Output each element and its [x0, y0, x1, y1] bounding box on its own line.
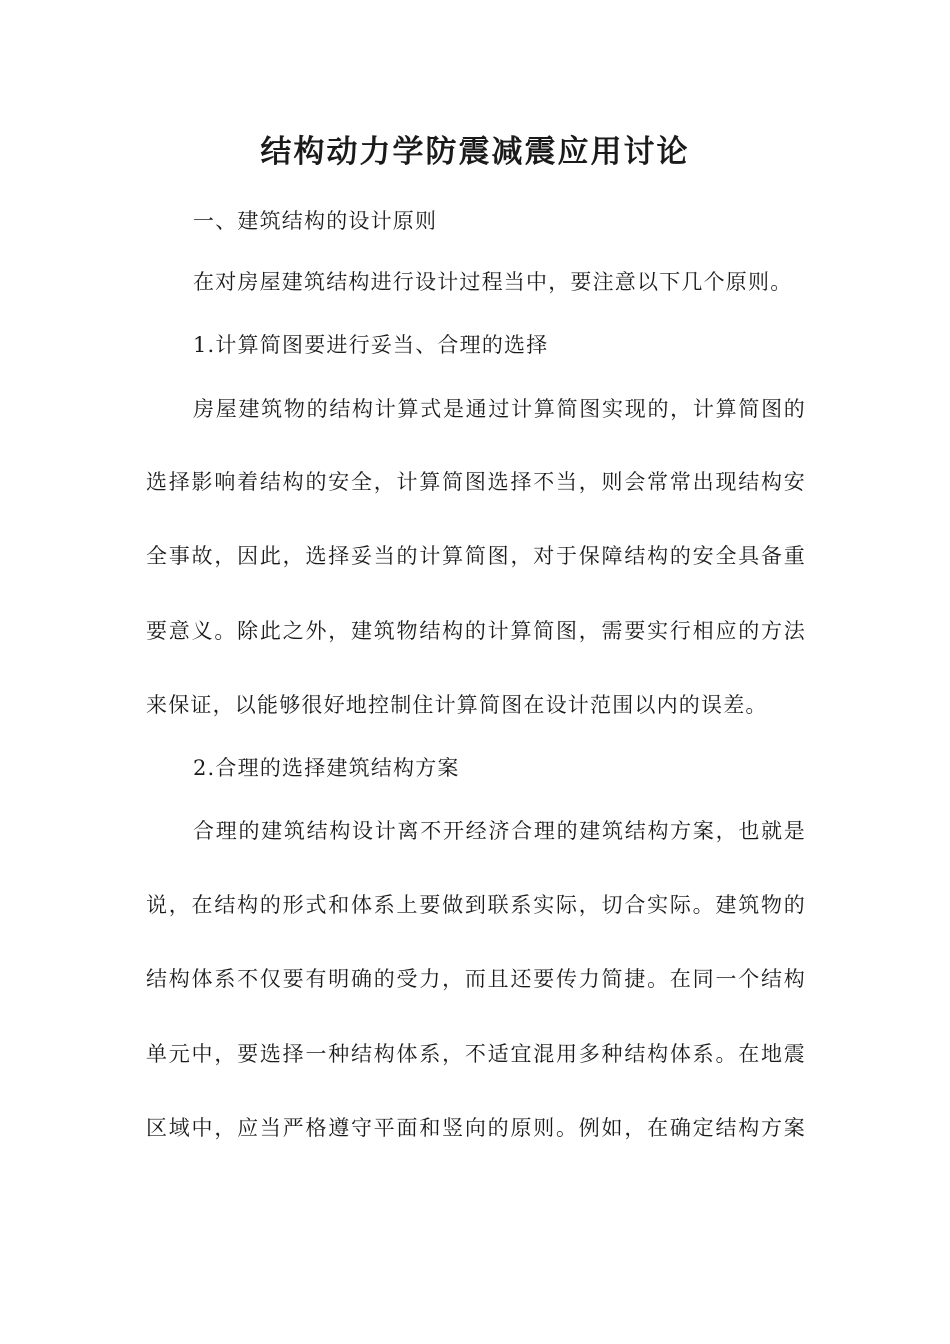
paragraph-1-line: 房屋建筑物的结构计算式是通过计算简图实现的，计算简图的: [193, 397, 806, 421]
subheading-2: 2.合理的选择建筑结构方案: [193, 756, 460, 780]
section-heading: 一、建筑结构的设计原则: [193, 209, 438, 233]
paragraph-1-line: 来保证，以能够很好地控制住计算简图在设计范围以内的误差。: [146, 693, 768, 717]
paragraph-1-line: 全事故，因此，选择妥当的计算简图，对于保障结构的安全具备重: [146, 544, 806, 568]
intro-text: 在对房屋建筑结构进行设计过程当中，要注意以下几个原则。: [193, 270, 793, 294]
paragraph-2-line: 单元中，要选择一种结构体系，不适宜混用多种结构体系。在地震: [146, 1042, 806, 1066]
paragraph-1-line: 选择影响着结构的安全，计算简图选择不当，则会常常出现结构安: [146, 470, 806, 494]
paragraph-2-line: 合理的建筑结构设计离不开经济合理的建筑结构方案，也就是: [193, 819, 806, 843]
subheading-1: 1.计算简图要进行妥当、合理的选择: [193, 333, 549, 357]
paragraph-2-line: 说，在结构的形式和体系上要做到联系实际，切合实际。建筑物的: [146, 893, 806, 917]
paragraph-2-line: 区域中，应当严格遵守平面和竖向的原则。例如，在确定结构方案: [146, 1116, 806, 1140]
paragraph-2-line: 结构体系不仅要有明确的受力，而且还要传力简捷。在同一个结构: [146, 967, 806, 991]
paragraph-1-line: 要意义。除此之外，建筑物结构的计算简图，需要实行相应的方法: [146, 619, 806, 643]
document-title: 结构动力学防震减震应用讨论: [260, 134, 690, 170]
